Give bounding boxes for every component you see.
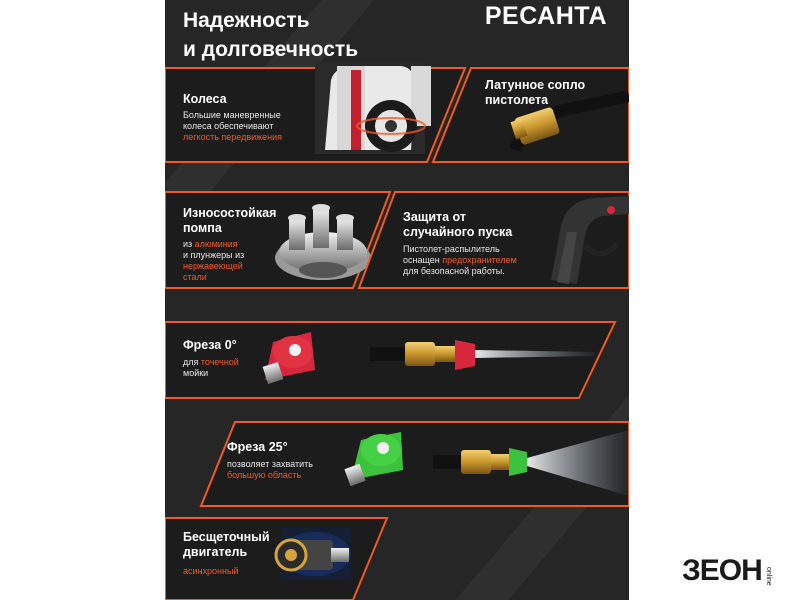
store-logo-side: online <box>764 567 772 586</box>
feature-tip-25 <box>227 440 347 481</box>
feature-pump-desc-2: и плунжеры из <box>183 250 245 260</box>
headline-line-1: Надежность <box>183 9 310 32</box>
feature-motor-title-2: двигатель <box>183 545 248 559</box>
feature-pump-highlight-3: стали <box>183 272 207 282</box>
feature-safety-title-1: Защита от <box>403 210 467 224</box>
feature-wheels-desc-2: колеса обеспечивают <box>183 121 274 131</box>
feature-safety-highlight: предохранителем <box>442 255 517 265</box>
feature-tip-25-title: Фреза 25° <box>227 440 288 454</box>
feature-motor-highlight: асинхронный <box>183 566 239 576</box>
feature-safety-title-2: случайного пуска <box>403 225 513 239</box>
feature-pump <box>183 206 293 283</box>
feature-pump-desc-prefix: из <box>183 239 193 249</box>
feature-pump-highlight-1: алюминия <box>194 239 238 249</box>
feature-safety-desc-1: Пистолет-распылитель <box>403 244 500 254</box>
feature-wheels-title: Колеса <box>183 92 227 106</box>
feature-tip-0-desc-prefix: для <box>183 357 199 367</box>
feature-safety-desc-3: для безопасной работы. <box>403 266 505 276</box>
feature-panels <box>165 0 629 600</box>
feature-pump-desc-1 <box>183 239 293 250</box>
store-logo <box>682 556 772 586</box>
feature-tip-0-desc-1 <box>183 357 273 368</box>
feature-nozzle-title-1: Латунное сопло <box>485 78 586 92</box>
feature-nozzle <box>485 78 625 108</box>
promo-poster <box>165 0 629 600</box>
feature-motor-title-1: Бесщеточный <box>183 530 270 544</box>
feature-tip-0-highlight: точечной <box>200 357 239 367</box>
feature-pump-title-2: помпа <box>183 221 222 235</box>
feature-tip-25-highlight: большую область <box>227 470 302 480</box>
feature-wheels <box>183 92 323 143</box>
feature-safety-desc-2 <box>403 255 563 266</box>
feature-nozzle-title-2: пистолета <box>485 93 549 107</box>
feature-wheels-highlight: легкость передвижения <box>183 132 283 142</box>
store-logo-word: ЗЕОН <box>682 554 762 587</box>
feature-safety <box>403 210 563 277</box>
feature-tip-0-desc-2: мойки <box>183 368 209 378</box>
feature-tip-0-title: Фреза 0° <box>183 338 237 352</box>
feature-motor <box>183 530 283 577</box>
feature-pump-title-1: Износостойкая <box>183 206 277 220</box>
feature-safety-desc-prefix: оснащен <box>403 255 440 265</box>
brand-logo: РЕСАНТА <box>484 2 607 30</box>
feature-tip-0 <box>183 338 273 379</box>
headline-line-2: и долговечность <box>183 38 359 61</box>
feature-pump-highlight-2: нержавеющей <box>183 261 243 271</box>
feature-tip-25-desc-1: позволяет захватить <box>227 459 313 469</box>
feature-wheels-desc-1: Большие маневренные <box>183 110 281 120</box>
